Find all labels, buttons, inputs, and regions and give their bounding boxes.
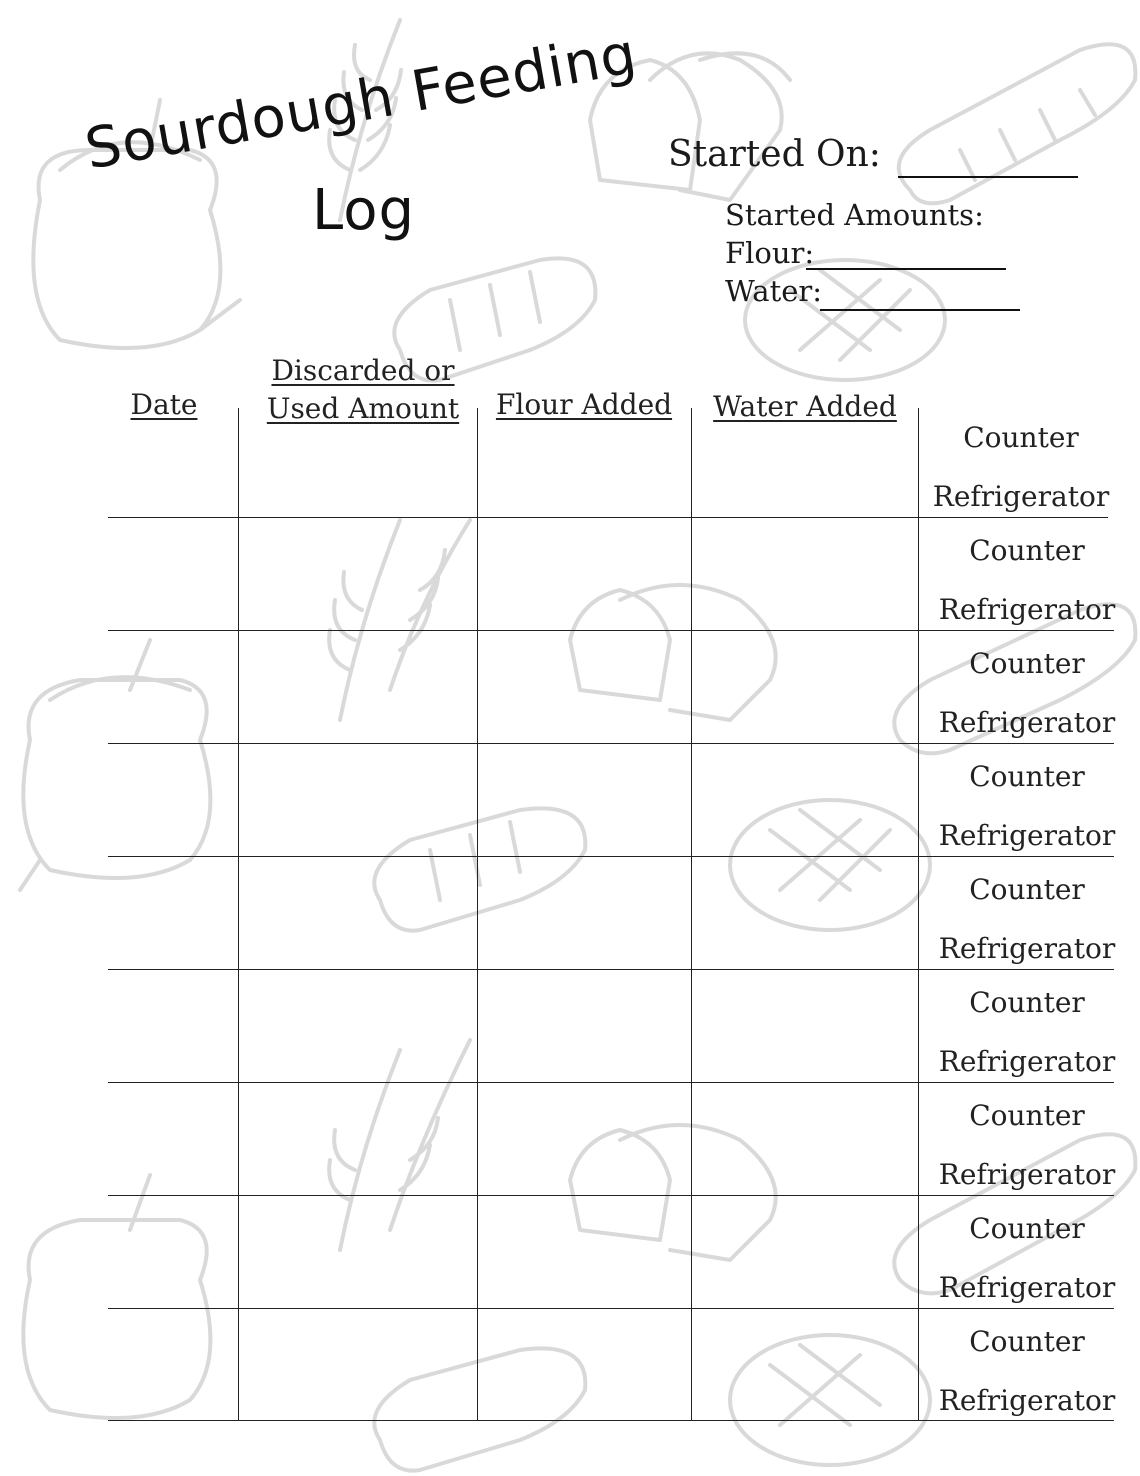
location-counter[interactable]: Counter: [969, 1099, 1085, 1132]
water-amount-blank[interactable]: [820, 309, 1020, 311]
row-divider: [108, 1082, 1114, 1083]
column-header-date: Date: [130, 388, 198, 421]
location-counter[interactable]: Counter: [969, 873, 1085, 906]
baguette-icon: [374, 808, 585, 930]
location-counter[interactable]: Counter: [969, 1325, 1085, 1358]
row-divider: [108, 969, 1114, 970]
location-refrigerator[interactable]: Refrigerator: [938, 593, 1116, 626]
location-refrigerator[interactable]: Refrigerator: [938, 1158, 1116, 1191]
round-loaf-icon: [730, 1335, 930, 1465]
column-divider: [477, 408, 478, 1421]
column-header-flour-added: Flour Added: [495, 388, 673, 421]
column-divider: [918, 408, 919, 1421]
started-amounts-label: Started Amounts:: [725, 198, 984, 232]
location-refrigerator[interactable]: Refrigerator: [938, 1045, 1116, 1078]
flour-amount-label: Flour:: [725, 236, 815, 270]
location-counter[interactable]: Counter: [969, 760, 1085, 793]
page-title-line2: Log: [312, 178, 416, 243]
round-loaf-icon: [730, 800, 930, 930]
row-divider: [108, 517, 1108, 518]
location-counter[interactable]: Counter: [969, 986, 1085, 1019]
bread-slices-icon: [570, 1125, 776, 1260]
row-divider: [108, 1420, 1114, 1421]
flour-amount-blank[interactable]: [806, 268, 1006, 270]
column-header-discarded-line2: Used Amount: [266, 392, 460, 425]
location-counter[interactable]: Counter: [969, 1212, 1085, 1245]
page-title-line1: Sourdough Feeding: [80, 21, 642, 183]
wheat-icon: [329, 520, 470, 720]
wheat-icon: [329, 1040, 470, 1250]
started-on-label: Started On:: [668, 134, 881, 175]
location-refrigerator[interactable]: Refrigerator: [938, 706, 1116, 739]
water-amount-label: Water:: [725, 274, 823, 308]
bread-slices-icon: [570, 585, 776, 720]
row-divider: [108, 1308, 1114, 1309]
column-header-discarded-line1: Discarded or: [271, 354, 455, 387]
location-refrigerator[interactable]: Refrigerator: [938, 819, 1116, 852]
row-divider: [108, 856, 1114, 857]
location-counter[interactable]: Counter: [963, 421, 1079, 454]
flour-sack-icon: [23, 1175, 210, 1418]
baguette-icon: [899, 44, 1136, 203]
row-divider: [108, 743, 1114, 744]
location-counter[interactable]: Counter: [969, 647, 1085, 680]
location-refrigerator[interactable]: Refrigerator: [938, 1384, 1116, 1417]
started-on-blank[interactable]: [898, 176, 1078, 178]
column-header-water-added: Water Added: [713, 390, 897, 423]
column-divider: [691, 408, 692, 1421]
flour-sack-icon: [20, 640, 210, 890]
row-divider: [108, 630, 1114, 631]
baguette-icon: [374, 1348, 585, 1470]
row-divider: [108, 1195, 1114, 1196]
column-divider: [238, 408, 239, 1421]
column-header-discarded: [240, 352, 486, 428]
location-refrigerator[interactable]: Refrigerator: [938, 932, 1116, 965]
location-refrigerator[interactable]: Refrigerator: [938, 1271, 1116, 1304]
location-counter[interactable]: Counter: [969, 534, 1085, 567]
location-refrigerator[interactable]: Refrigerator: [932, 480, 1110, 513]
